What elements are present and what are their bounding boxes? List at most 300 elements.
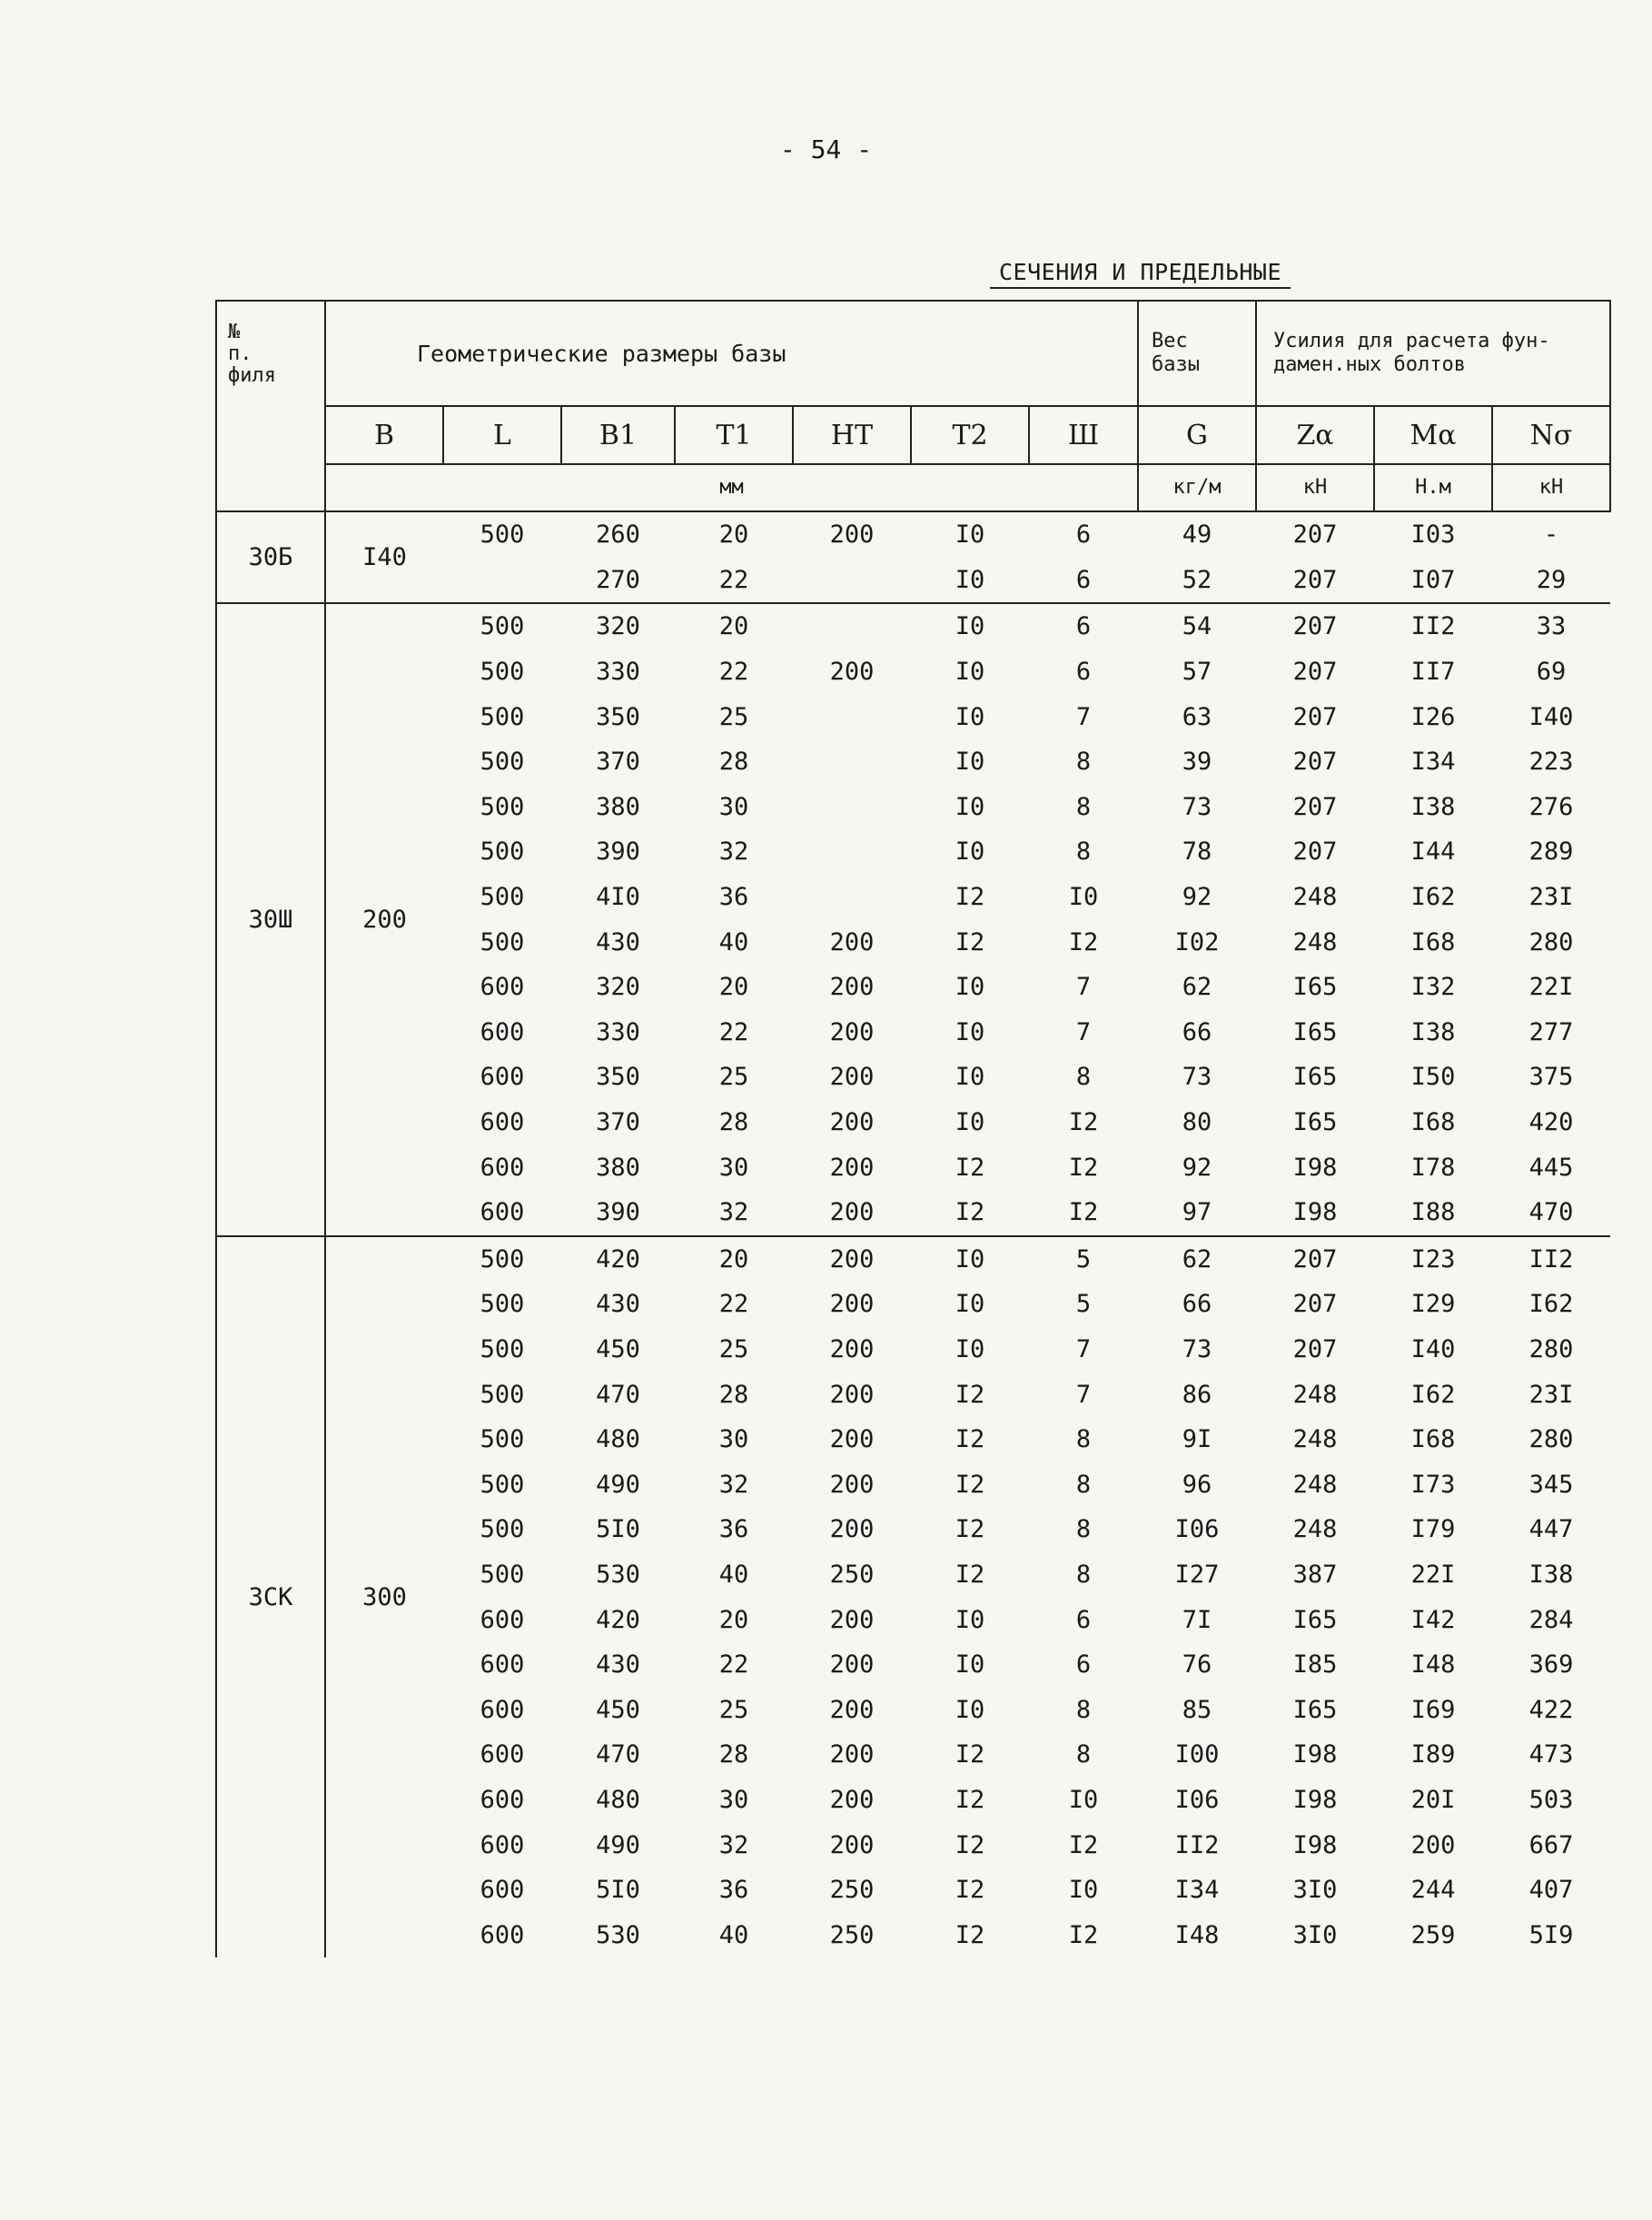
cell-b1: 420 [596,1605,640,1634]
weight-header: Вес базы [1138,301,1256,406]
cell-sh: 6 [1029,511,1138,558]
cell-sh: 7 [1075,1017,1092,1046]
cell-sh: 8 [1075,792,1092,821]
cell-sh: 8 [1075,1470,1092,1499]
cell-g: I06 [1174,1785,1220,1814]
cell-g: 9I [1182,1425,1212,1454]
cell-t2: I2 [955,1153,985,1182]
unit-mm: мм [325,464,1138,511]
cell-t2: I2 [955,1740,985,1769]
cell-n: 289 [1528,837,1574,867]
cell-t2: I2 [955,1830,985,1859]
cell-sh: I2 [1068,927,1099,956]
profile-number-header: № п. филя [216,301,325,511]
cell-b1: 530 [596,1560,640,1589]
cell-t1: 32 [718,1470,749,1499]
cell-t2: I0 [955,1605,985,1634]
cell-t1: 20 [718,1605,749,1634]
cell-n: 29 [1536,565,1567,594]
cell-n: 280 [1528,1425,1574,1454]
cell-b1: 370 [596,748,640,777]
col-b: B [325,406,443,464]
cell-z: 387 [1292,1560,1338,1589]
cell-t1: 30 [718,1425,749,1454]
cell-t2: I0 [911,511,1029,558]
cell-n: 22I [1528,973,1574,1002]
cell-sh: 8 [1075,1515,1092,1544]
cell-l: 500 [480,792,525,821]
cell-t1: 25 [718,702,749,731]
cell-b1: 350 [596,702,640,731]
cell-t2: I0 [955,1334,985,1363]
cell-z: I65 [1292,1108,1338,1137]
cell-sh: 7 [1075,702,1092,731]
cell-g: 49 [1138,511,1256,558]
cell-n: II2 [1492,1236,1610,1283]
cell-n: 470 [1528,1198,1574,1227]
cell-b1: 270 [596,565,640,594]
cell-ht: 200 [829,1650,875,1680]
unit-n: кН [1492,464,1610,511]
cell-n: 284 [1528,1605,1574,1634]
cell-t2: I0 [911,603,1029,649]
cell-ht: 200 [829,1515,875,1544]
cell-b1: 480 [596,1425,640,1454]
cell-ht: 200 [829,1198,875,1227]
cell-t1: 28 [718,1108,749,1137]
cell-m: I62 [1410,1380,1456,1409]
cell-sh: 8 [1075,1695,1092,1724]
cell-ht: 200 [829,1605,875,1634]
cell-n: 345 [1528,1470,1574,1499]
cell-m: I69 [1410,1695,1456,1724]
cell-l [443,558,561,604]
cell-n: I38 [1528,1560,1574,1589]
cell-l: 500 [480,1425,525,1454]
cell-t2: I0 [955,702,985,731]
cell-sh: I2 [1068,1153,1099,1182]
col-sh: Ш [1029,406,1138,464]
cell-g: 66 [1182,1017,1212,1046]
cell-ht [793,875,911,920]
cell-g: 97 [1182,1198,1212,1227]
cell-ht: 200 [829,1153,875,1182]
cell-sh: I2 [1068,1198,1099,1227]
cell-g: 62 [1182,973,1212,1002]
cell-z: 248 [1292,1470,1338,1499]
cell-b1: 5I0 [596,1515,640,1544]
cell-t2: I2 [955,883,985,912]
cell-g: 96 [1182,1470,1212,1499]
cell-l: 500 [480,1515,525,1544]
cell-n: 369 [1528,1650,1574,1680]
cell-m: I26 [1410,702,1456,731]
cell-z: I65 [1292,973,1338,1002]
cell-n: I62 [1528,1290,1574,1319]
cell-m: 20I [1410,1785,1456,1814]
cell-sh: I0 [1068,1785,1099,1814]
cell-ht: 250 [829,1920,875,1949]
cell-b1: 330 [596,658,640,687]
table-row [216,603,1610,649]
cell-t1: 22 [718,1650,749,1680]
cell-n: 503 [1528,1785,1574,1814]
cell-l: 500 [480,1470,525,1499]
cell-z: I98 [1292,1785,1338,1814]
cell-m: I88 [1410,1198,1456,1227]
cell-l: 600 [480,1108,525,1137]
cell-g: 62 [1138,1236,1256,1283]
cell-g: 52 [1182,565,1212,594]
cell-ht: 200 [829,1785,875,1814]
cell-t1: 32 [718,1198,749,1227]
cell-m: I89 [1410,1740,1456,1769]
cell-t1: 25 [718,1063,749,1092]
cell-n: 276 [1528,792,1574,821]
cell-n: 280 [1528,1334,1574,1363]
cell-sh: 5 [1029,1236,1138,1283]
cell-z: 207 [1292,565,1338,594]
cell-l: 600 [480,1605,525,1634]
cell-t2: I0 [955,565,985,594]
cell-ht [793,785,911,830]
cell-t2: I2 [955,1380,985,1409]
cell-b1: 5I0 [596,1876,640,1905]
cell-n: 420 [1528,1108,1574,1137]
cell-z: 207 [1292,748,1338,777]
cell-n: - [1492,511,1610,558]
cell-b1: 430 [596,1290,640,1319]
profile-number: 30Ш [216,603,325,1235]
cell-t1: 40 [718,927,749,956]
cell-z: 248 [1292,1425,1338,1454]
cell-n: 445 [1528,1153,1574,1182]
cell-g: II2 [1174,1830,1220,1859]
cell-t1: 28 [718,1740,749,1769]
cell-l: 600 [480,1695,525,1724]
cell-b1: 430 [596,927,640,956]
cell-sh: I2 [1068,1920,1099,1949]
cell-n: 33 [1492,603,1610,649]
cell-g: 86 [1182,1380,1212,1409]
cell-z: 248 [1292,1380,1338,1409]
col-l: L [443,406,561,464]
cell-m: II2 [1374,603,1492,649]
table-caption: СЕЧЕНИЯ И ПРЕДЕЛЬНЫЕ [999,259,1282,285]
cell-t2: I0 [955,792,985,821]
cell-b1: 4I0 [596,883,640,912]
cell-b1: 390 [596,1198,640,1227]
cell-l: 500 [480,837,525,867]
cell-ht [793,829,911,875]
table-row [216,1236,1610,1283]
cell-t1: 22 [718,565,749,594]
cell-ht: 200 [829,1063,875,1092]
cell-g: 73 [1182,1063,1212,1092]
cell-t1: 36 [718,1876,749,1905]
forces-header: Усилия для расчета фун- дамен.ных болтов [1256,301,1610,406]
cell-b1: 450 [596,1695,640,1724]
cell-t1: 30 [718,792,749,821]
cell-sh: I2 [1068,1108,1099,1137]
cell-g: I02 [1174,927,1220,956]
cell-l: 500 [480,702,525,731]
cell-m: I42 [1410,1605,1456,1634]
cell-l: 500 [480,1290,525,1319]
cell-m: 200 [1410,1830,1456,1859]
cell-ht [793,603,911,649]
cell-z: I65 [1292,1017,1338,1046]
cell-z: 207 [1292,1334,1338,1363]
cell-sh: 8 [1075,748,1092,777]
cell-t1: 40 [718,1920,749,1949]
cell-ht: 200 [829,1290,875,1319]
cell-sh: 6 [1075,658,1092,687]
cell-n: 5I9 [1528,1920,1574,1949]
cell-z: 207 [1292,1290,1338,1319]
cell-g: 73 [1182,1334,1212,1363]
cell-t2: I0 [955,1290,985,1319]
cell-b1: 420 [561,1236,675,1283]
cell-z: 3I0 [1292,1876,1338,1905]
cell-g: 76 [1182,1650,1212,1680]
cell-m: I23 [1374,1236,1492,1283]
cell-t1: 25 [718,1695,749,1724]
cell-l: 600 [480,1650,525,1680]
cell-m: I40 [1410,1334,1456,1363]
cell-g: 80 [1182,1108,1212,1137]
unit-m: Н.м [1374,464,1492,511]
cell-m: II7 [1410,658,1456,687]
cell-n: 422 [1528,1695,1574,1724]
cell-z: I98 [1292,1198,1338,1227]
cell-m: I32 [1410,973,1456,1002]
table-body [216,511,1610,1957]
col-m: Mα [1374,406,1492,464]
cell-ht: 200 [793,1236,911,1283]
cell-sh: 8 [1075,1063,1092,1092]
cell-l: 500 [480,658,525,687]
cell-n: 223 [1528,748,1574,777]
cell-n: 667 [1528,1830,1574,1859]
cell-t2: I0 [955,837,985,867]
cell-ht: 200 [829,1425,875,1454]
cell-ht: 250 [829,1876,875,1905]
cell-m: I38 [1410,792,1456,821]
cell-b1: 370 [596,1108,640,1137]
cell-ht: 200 [829,973,875,1002]
unit-weight: кг/м [1138,464,1256,511]
cell-g: 85 [1182,1695,1212,1724]
cell-b1: 380 [596,1153,640,1182]
cell-l: 600 [480,1740,525,1769]
cell-sh: 7 [1075,1380,1092,1409]
cell-n: 473 [1528,1740,1574,1769]
page-number: - 54 - [779,134,873,164]
cell-l: 500 [480,748,525,777]
cell-n: 407 [1528,1876,1574,1905]
cell-l: 600 [480,1198,525,1227]
cell-z: 248 [1292,1515,1338,1544]
cell-z: 3I0 [1292,1920,1338,1949]
cell-sh: 8 [1075,1740,1092,1769]
col-n: Nσ [1492,406,1610,464]
cell-b1: 320 [561,603,675,649]
cell-z: I65 [1292,1605,1338,1634]
cell-l: 600 [480,1830,525,1859]
cell-g: 78 [1182,837,1212,867]
cell-ht [793,558,911,604]
cell-l: 600 [480,1017,525,1046]
cell-g: I00 [1174,1740,1220,1769]
geometry-header: Геометрические размеры базы [325,301,1138,406]
cell-t1: 20 [675,1236,793,1283]
cell-z: I98 [1292,1830,1338,1859]
unit-z: кН [1256,464,1374,511]
cell-m: 259 [1410,1920,1456,1949]
cell-t1: 36 [718,1515,749,1544]
cell-z: 207 [1256,1236,1374,1283]
col-ht: HT [793,406,911,464]
cell-n: 23I [1528,883,1574,912]
cell-l: 600 [480,1920,525,1949]
cell-g: 92 [1182,883,1212,912]
cell-m: I68 [1410,1108,1456,1137]
cell-sh: 6 [1075,1605,1092,1634]
cell-t2: I0 [955,1017,985,1046]
cell-l: 600 [480,1876,525,1905]
cell-g: 39 [1182,748,1212,777]
cell-l: 600 [480,1063,525,1092]
cell-t2: I0 [911,1236,1029,1283]
table-row [216,511,1610,558]
cell-sh: 8 [1075,1560,1092,1589]
cell-sh: 6 [1075,1650,1092,1680]
cell-sh: 8 [1075,837,1092,867]
cell-l: 500 [480,1334,525,1363]
base-width-b: I40 [325,511,443,603]
cell-m: I38 [1410,1017,1456,1046]
cell-t2: I0 [955,1063,985,1092]
cell-l: 600 [480,973,525,1002]
profile-number: 3СК [216,1236,325,1958]
cell-t2: I0 [955,1108,985,1137]
cell-ht: 200 [829,1830,875,1859]
cell-n: I40 [1528,702,1574,731]
cell-ht: 200 [829,927,875,956]
cell-z: I85 [1292,1650,1338,1680]
cell-z: 248 [1292,883,1338,912]
cell-z: I65 [1292,1063,1338,1092]
cell-g: 63 [1182,702,1212,731]
cell-t2: I2 [955,1470,985,1499]
cell-l: 600 [480,1153,525,1182]
cell-n: 23I [1528,1380,1574,1409]
cell-b1: 490 [596,1830,640,1859]
cell-m: I79 [1410,1515,1456,1544]
cell-t1: 22 [718,1017,749,1046]
cell-sh: I0 [1068,1876,1099,1905]
cell-b1: 350 [596,1063,640,1092]
cell-t2: I2 [955,1920,985,1949]
cell-ht: 200 [829,1334,875,1363]
cell-b1: 490 [596,1470,640,1499]
cell-m: I62 [1410,883,1456,912]
cell-m: I48 [1410,1650,1456,1680]
cell-z: I65 [1292,1695,1338,1724]
cell-g: 73 [1182,792,1212,821]
cell-t1: 28 [718,1380,749,1409]
cell-t2: I2 [955,927,985,956]
cell-z: 207 [1292,658,1338,687]
cell-b1: 320 [596,973,640,1002]
cell-sh: 6 [1075,565,1092,594]
col-z: Zα [1256,406,1374,464]
cell-ht: 200 [829,1108,875,1137]
col-t1: T1 [675,406,793,464]
cell-g: 92 [1182,1153,1212,1182]
cell-b1: 530 [596,1920,640,1949]
cell-m: I03 [1374,511,1492,558]
cell-l: 500 [480,1380,525,1409]
cell-b1: 430 [596,1650,640,1680]
cell-sh: I0 [1068,883,1099,912]
cell-l: 500 [480,883,525,912]
cell-m: I44 [1410,837,1456,867]
cell-t1: 20 [675,511,793,558]
cell-sh: 7 [1075,1334,1092,1363]
cell-t1: 22 [718,658,749,687]
cell-t2: I0 [955,658,985,687]
cell-l: 500 [443,511,561,558]
cell-ht: 200 [829,1695,875,1724]
data-table [215,300,1611,1957]
cell-n: 280 [1528,927,1574,956]
cell-sh: I2 [1068,1830,1099,1859]
cell-m: I78 [1410,1153,1456,1182]
cell-t2: I0 [955,748,985,777]
cell-t2: I2 [955,1425,985,1454]
cell-g: I34 [1174,1876,1220,1905]
cell-t2: I0 [955,1650,985,1680]
cell-l: 500 [443,603,561,649]
cell-t2: I2 [955,1785,985,1814]
cell-z: 207 [1292,837,1338,867]
cell-ht: 200 [829,1380,875,1409]
cell-t1: 20 [675,603,793,649]
cell-m: I34 [1410,748,1456,777]
cell-m: I73 [1410,1470,1456,1499]
col-b1: B1 [561,406,675,464]
cell-m: I29 [1410,1290,1456,1319]
cell-t1: 40 [718,1560,749,1589]
cell-ht [793,694,911,739]
cell-t1: 28 [718,748,749,777]
profile-number: 30Б [216,511,325,603]
cell-l: 600 [480,1785,525,1814]
cell-ht: 200 [829,1470,875,1499]
cell-t1: 20 [718,973,749,1002]
cell-z: 207 [1292,792,1338,821]
cell-t1: 32 [718,837,749,867]
cell-g: 54 [1138,603,1256,649]
cell-n: 69 [1536,658,1567,687]
cell-t1: 30 [718,1785,749,1814]
cell-ht: 200 [793,511,911,558]
cell-t2: I0 [955,1695,985,1724]
cell-l: 500 [480,1560,525,1589]
cell-t2: I2 [955,1560,985,1589]
